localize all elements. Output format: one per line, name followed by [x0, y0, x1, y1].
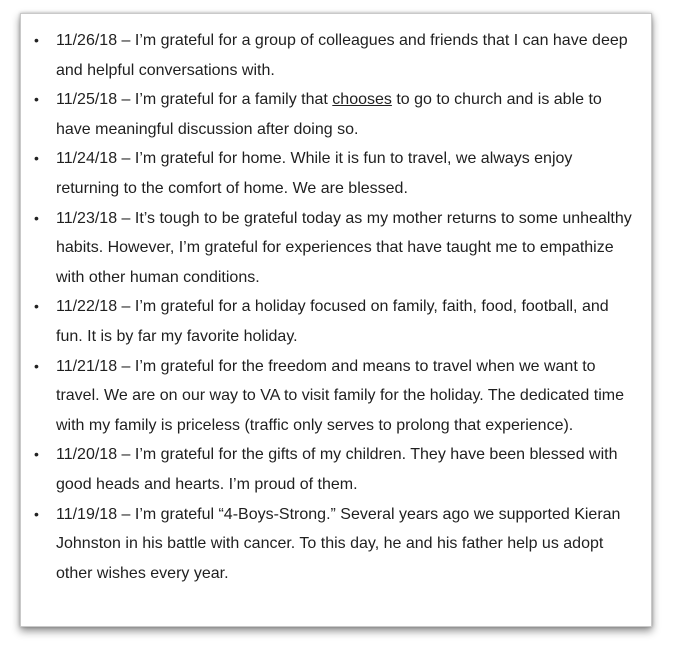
- list-item-2018-11-22: [21, 292, 651, 351]
- bullet-icon: •: [34, 505, 39, 522]
- list-item-2018-11-25: [21, 85, 651, 144]
- list-item-2018-11-24: [21, 144, 651, 203]
- entry-text-continued: to go to church and is able to have meaningful discussion after doing so.: [56, 91, 602, 138]
- bullet-icon: •: [34, 91, 39, 108]
- bullet-icon: •: [34, 32, 39, 48]
- entry-text: 11/25/18 – I’m grateful for a family that: [56, 91, 333, 109]
- list-item-2018-11-26: [21, 26, 651, 85]
- entry-text: 11/26/18 – I’m grateful for a group of colleagues and friends that I can have deep and helpful conversations with.: [56, 32, 628, 79]
- list-item-2018-11-21: [21, 352, 651, 441]
- bullet-icon: •: [34, 446, 39, 463]
- list-item-2018-11-23: [21, 204, 651, 293]
- bullet-icon: •: [34, 357, 39, 374]
- entry-text: 11/22/18 – I’m grateful for a holiday focused on family, faith, food, football, and fun. It is by far my favorite holiday.: [56, 298, 609, 345]
- entry-text: 11/24/18 – I’m grateful for home. While it is fun to travel, we always enjoy returning to the comfort of home. We are blessed.: [56, 150, 573, 197]
- entry-text: 11/23/18 – It’s tough to be grateful today as my mother returns to some unhealthy habits. However, I’m grateful for experiences that have taught me to empathize with other human conditions.: [56, 209, 632, 286]
- bullet-icon: •: [34, 209, 39, 226]
- bullet-icon: •: [34, 150, 39, 167]
- list-item-2018-11-20: [21, 440, 651, 499]
- underlined-word: chooses: [332, 91, 392, 109]
- entry-text: 11/21/18 – I’m grateful for the freedom and means to travel when we want to travel. We are on our way to VA to visit family for the holiday. The dedicated time with my family is priceless (traffic only serves to prolong that experience).: [56, 357, 624, 434]
- entry-text: 11/20/18 – I’m grateful for the gifts of my children. They have been blessed with good heads and hearts. I’m proud of them.: [56, 446, 618, 493]
- gratitude-entry-list: [21, 14, 651, 588]
- entry-text: 11/19/18 – I’m grateful “4-Boys-Strong.” Several years ago we supported Kieran Johnston in his battle with cancer. To this day, he and his father help us adopt other wishes every year.: [56, 505, 621, 582]
- list-item-2018-11-19: [21, 500, 651, 589]
- gratitude-journal-card: [20, 13, 652, 627]
- bullet-icon: •: [34, 298, 39, 315]
